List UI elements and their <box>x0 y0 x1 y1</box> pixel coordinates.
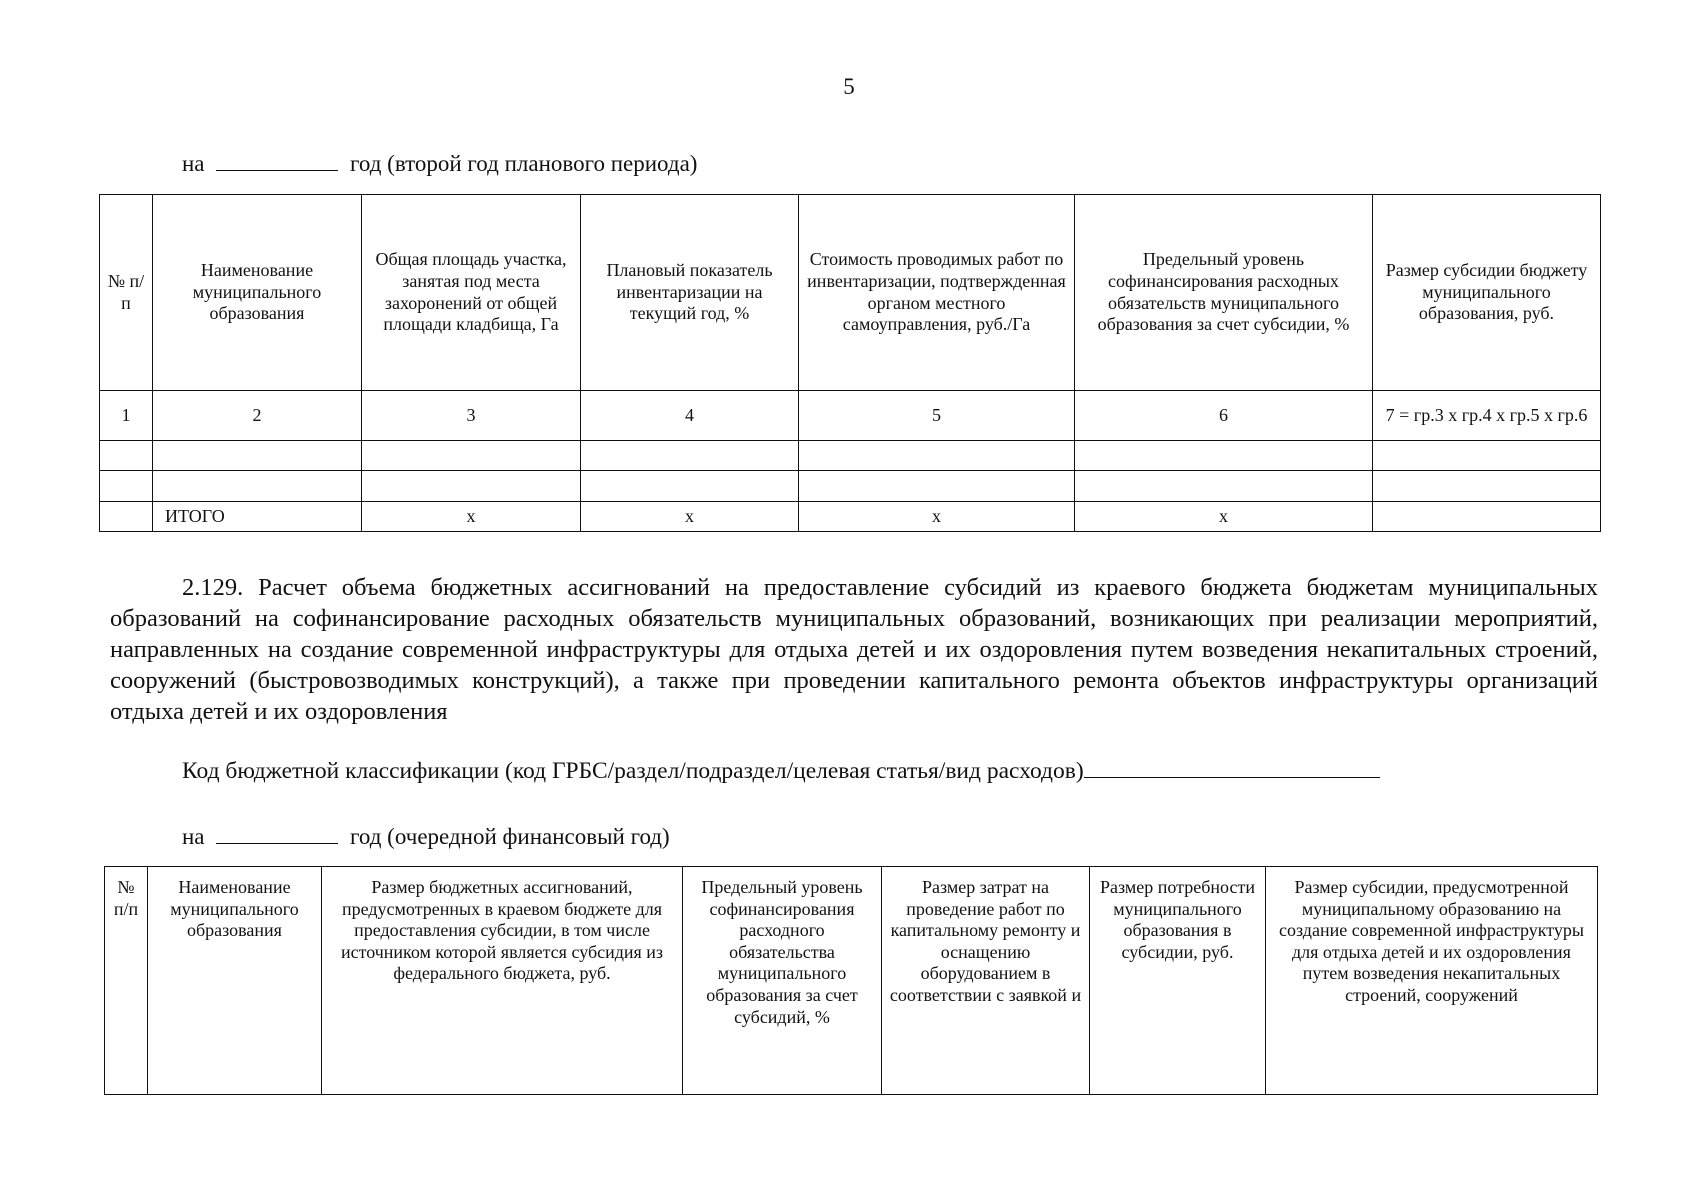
table2-header-cell: № п/п <box>105 867 148 1095</box>
table1-header-cell: Предельный уровень софинансирования расходных обязательств муниципального образования за счет субсидии, % <box>1075 195 1373 391</box>
table2-caption-prefix: на <box>182 824 205 849</box>
table2-header-cell: Размер затрат на проведение работ по капитальному ремонту и оснащению оборудованием в соответствии с заявкой и <box>882 867 1090 1095</box>
table1-caption-suffix: год (второй год планового периода) <box>350 151 698 176</box>
table1-caption <box>182 150 697 177</box>
table2-header-cell: Предельный уровень софинансирования расходного обязательства муниципального образования за счет субсидий, % <box>683 867 882 1095</box>
table1 <box>99 194 1601 532</box>
budget-classification-blank <box>1084 757 1380 778</box>
table1-header-row <box>100 195 1601 391</box>
page-number: 5 <box>843 74 855 99</box>
section-paragraph <box>110 572 1598 727</box>
table1-header-cell: Наименование муниципального образования <box>153 195 362 391</box>
table2-caption <box>182 823 670 850</box>
table1-total-cell: x <box>581 502 799 532</box>
table1-number-cell: 7 = гр.3 x гр.4 x гр.5 x гр.6 <box>1373 391 1601 441</box>
budget-classification-line <box>182 757 1380 785</box>
table1-header-cell: Стоимость проводимых работ по инвентаризации, подтвержденная органом местного самоуправления, руб./Га <box>799 195 1075 391</box>
table1-number-cell: 3 <box>362 391 581 441</box>
table1-number-cell: 6 <box>1075 391 1373 441</box>
paragraph-text: 2.129. Расчет объема бюджетных ассигнований на предоставление субсидий из краевого бюджета бюджетам муниципальных образований на софинансирование расходных обязательств муниципальных образований, возникающих при реализации мероприятий, направленных на создание современной инфраструктуры для отдыха детей и их оздоровления путем возведения некапитальных строений, сооружений (быстровозводимых конструкций), а также при проведении капитального ремонта объектов инфраструктуры организаций отдыха детей и их оздоровления <box>110 574 1598 725</box>
table1-total-cell: x <box>362 502 581 532</box>
budget-classification-label: Код бюджетной классификации (код ГРБС/раздел/подраздел/целевая статья/вид расходов) <box>182 758 1084 784</box>
table2-header-cell: Размер бюджетных ассигнований, предусмотренных в краевом бюджете для предоставления субсидии, в том числе источником которой является субсидия из федерального бюджета, руб. <box>322 867 683 1095</box>
table1-total-label: ИТОГО <box>153 502 362 532</box>
table1-total-cell: x <box>799 502 1075 532</box>
year-blank-field <box>216 823 338 844</box>
table2-header-cell: Наименование муниципального образования <box>148 867 322 1095</box>
table1-header-cell: № п/п <box>100 195 153 391</box>
table1-caption-prefix: на <box>182 151 205 176</box>
table1-header-cell: Плановый показатель инвентаризации на текущий год, % <box>581 195 799 391</box>
table1-number-cell: 5 <box>799 391 1075 441</box>
table1-header-cell: Общая площадь участка, занятая под места захоронений от общей площади кладбища, Га <box>362 195 581 391</box>
table1-number-cell: 4 <box>581 391 799 441</box>
table1-total-cell <box>1373 502 1601 532</box>
table1-total-row <box>100 502 1601 532</box>
table1-total-cell: x <box>1075 502 1373 532</box>
table2-header-cell: Размер субсидии, предусмотренной муниципальному образованию на создание современной инфраструктуры для отдыха детей и их оздоровления путем возведения некапитальных строений, сооружений <box>1266 867 1598 1095</box>
table1-header-cell: Размер субсидии бюджету муниципального образования, руб. <box>1373 195 1601 391</box>
table2 <box>104 866 1598 1095</box>
table2-header-cell: Размер потребности муниципального образования в субсидии, руб. <box>1090 867 1266 1095</box>
table1-number-row <box>100 391 1601 441</box>
table1-empty-row <box>100 471 1601 502</box>
year-blank-field <box>216 150 338 171</box>
table2-header-row <box>105 867 1598 1095</box>
table1-number-cell: 2 <box>153 391 362 441</box>
table1-number-cell: 1 <box>100 391 153 441</box>
table1-empty-row <box>100 441 1601 471</box>
table1-total-cell <box>100 502 153 532</box>
table2-caption-suffix: год (очередной финансовый год) <box>350 824 670 849</box>
